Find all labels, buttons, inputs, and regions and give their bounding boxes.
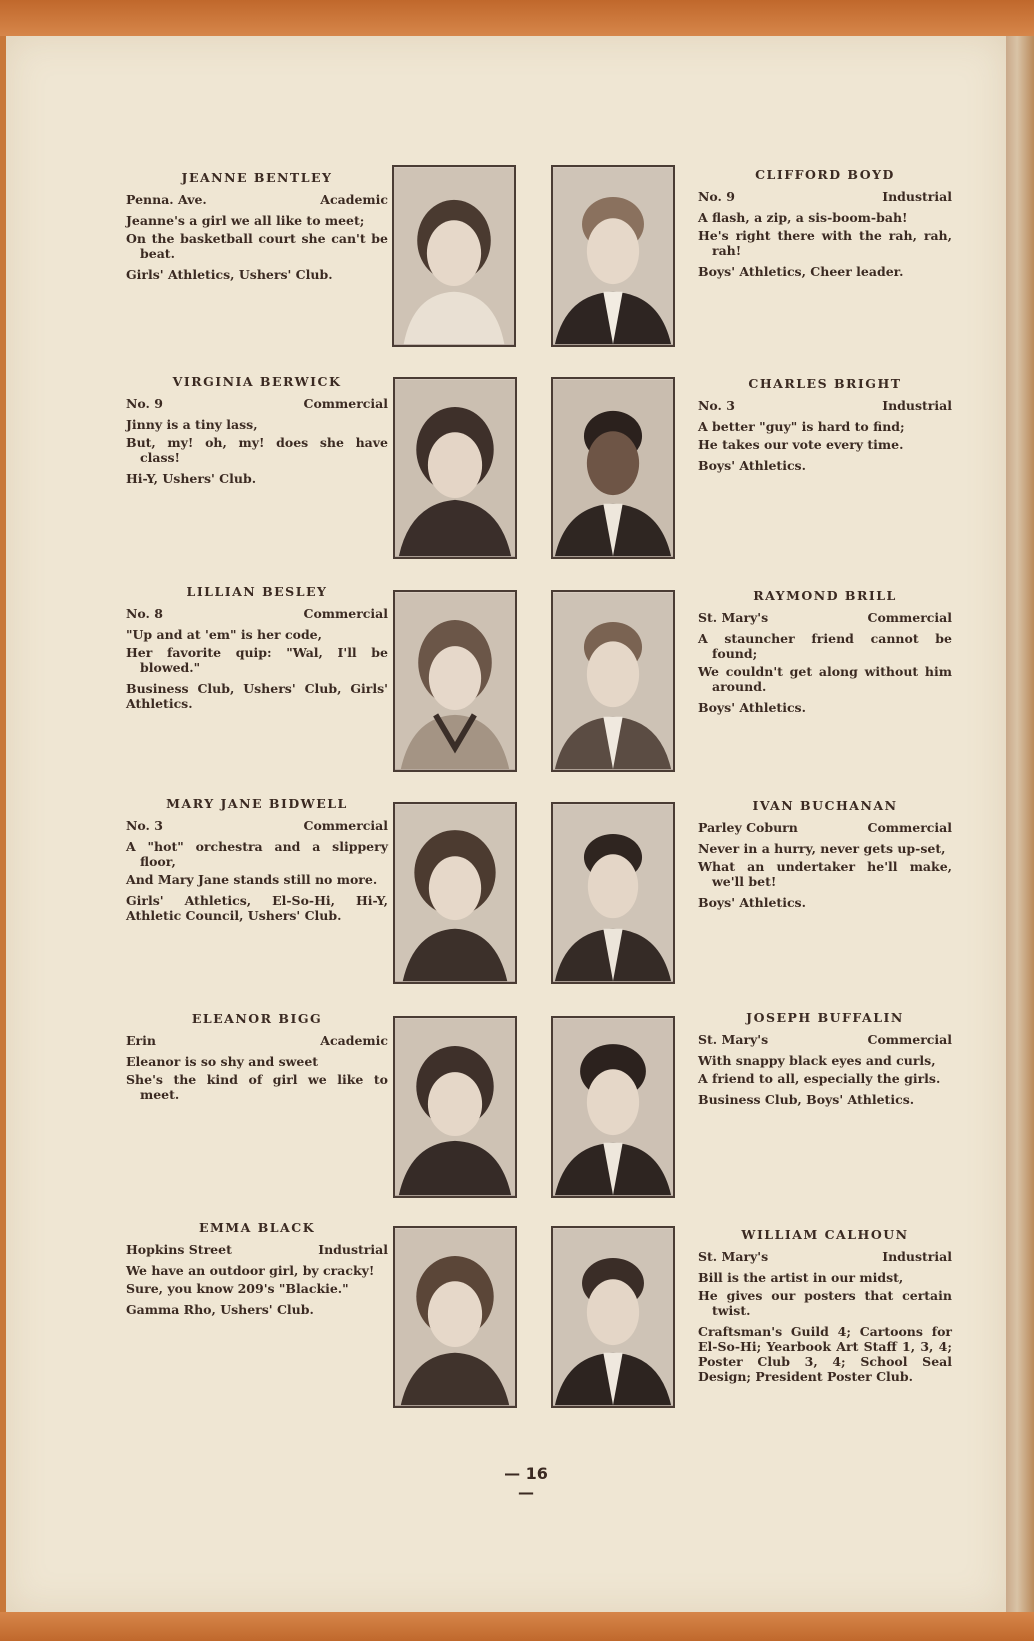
verse-line: A flash, a zip, a sis-boom-bah! [698, 210, 908, 225]
entry-raymond-brill [698, 588, 952, 715]
bottom-orange-band [0, 1612, 1034, 1641]
verse-line: Sure, you know 209's "Blackie." [126, 1281, 349, 1296]
student-course: Industrial [882, 189, 952, 204]
entry-jeanne-bentley [126, 170, 388, 282]
portrait-ivan-buchanan [551, 802, 675, 984]
verse-line: She's the kind of girl we like to meet. [126, 1072, 388, 1102]
student-name: EMMA BLACK [198, 1220, 316, 1235]
verse-line: A better "guy" is hard to find; [698, 419, 905, 434]
student-course: Commercial [303, 606, 388, 621]
portrait-clifford-boyd [551, 165, 675, 347]
entry-ivan-buchanan [698, 798, 952, 910]
student-name: IVAN BUCHANAN [752, 798, 898, 813]
entry-mary-jane-bidwell [126, 796, 388, 923]
page-edge [1006, 36, 1034, 1612]
student-address: Penna. Ave. [126, 192, 207, 207]
verse-line: With snappy black eyes and curls, [698, 1053, 936, 1068]
entry-lillian-besley [126, 584, 388, 711]
page-number: — 16 — [504, 1464, 548, 1502]
student-address: Erin [126, 1033, 156, 1048]
entry-virginia-berwick [126, 374, 388, 486]
student-course: Academic [320, 1033, 388, 1048]
student-address: St. Mary's [698, 1249, 769, 1264]
student-activities: Girls' Athletics, Ushers' Club. [126, 267, 333, 282]
verse-line: "Up and at 'em" is her code, [126, 627, 322, 642]
student-activities: Craftsman's Guild 4; Cartoons for El-So-Hi; Yearbook Art Staff 1, 3, 4; Poster Club 3, 4; School Seal Design; President Poster Club. [698, 1324, 952, 1384]
student-name: RAYMOND BRILL [753, 588, 897, 603]
portrait-emma-black [393, 1226, 517, 1408]
verse-line: Jinny is a tiny lass, [126, 417, 258, 432]
student-activities: Gamma Rho, Ushers' Club. [126, 1302, 314, 1317]
verse-line: Eleanor is so shy and sweet [126, 1054, 319, 1069]
portrait-charles-bright [551, 377, 675, 559]
portrait-mary-jane-bidwell [393, 802, 517, 984]
verse-line: He gives our posters that certain twist. [698, 1288, 952, 1318]
verse-line: What an undertaker he'll make, we'll bet! [698, 859, 952, 889]
verse-line: And Mary Jane stands still no more. [126, 872, 378, 887]
entry-joseph-buffalin [698, 1010, 952, 1107]
student-address: No. 8 [126, 606, 163, 621]
verse-line: Jeanne's a girl we all like to meet; [126, 213, 365, 228]
student-course: Industrial [318, 1242, 388, 1257]
entry-william-calhoun [698, 1227, 952, 1384]
entry-eleanor-bigg [126, 1011, 388, 1105]
verse-line: A "hot" orchestra and a slippery floor, [126, 839, 388, 869]
student-course: Commercial [303, 396, 388, 411]
entry-clifford-boyd [698, 167, 952, 279]
student-course: Academic [320, 192, 388, 207]
student-address: No. 9 [698, 189, 735, 204]
student-name: JOSEPH BUFFALIN [746, 1010, 904, 1025]
student-address: Parley Coburn [698, 820, 798, 835]
verse-line: Her favorite quip: "Wal, I'll be blowed." [126, 645, 388, 675]
student-address: St. Mary's [698, 610, 769, 625]
portrait-joseph-buffalin [551, 1016, 675, 1198]
student-name: MARY JANE BIDWELL [166, 796, 348, 811]
portrait-lillian-besley [393, 590, 517, 772]
student-address: No. 9 [126, 396, 163, 411]
student-address: No. 3 [698, 398, 735, 413]
verse-line: He takes our vote every time. [698, 437, 904, 452]
student-address: St. Mary's [698, 1032, 769, 1047]
student-activities: Boys' Athletics, Cheer leader. [698, 264, 904, 279]
student-name: WILLIAM CALHOUN [741, 1227, 909, 1242]
verse-line: We have an outdoor girl, by cracky! [126, 1263, 375, 1278]
portrait-jeanne-bentley [392, 165, 516, 347]
verse-line: But, my! oh, my! does she have class! [126, 435, 388, 465]
student-activities: Business Club, Ushers' Club, Girls' Athletics. [126, 681, 388, 711]
portrait-raymond-brill [551, 590, 675, 772]
entry-emma-black [126, 1220, 388, 1317]
student-address: No. 3 [126, 818, 163, 833]
verse-line: We couldn't get along without him around. [698, 664, 952, 694]
student-activities: Hi-Y, Ushers' Club. [126, 471, 257, 486]
student-name: CHARLES BRIGHT [748, 376, 902, 391]
student-activities: Boys' Athletics. [698, 895, 806, 910]
student-name: ELEANOR BIGG [191, 1011, 323, 1026]
portrait-william-calhoun [551, 1226, 675, 1408]
verse-line: Bill is the artist in our midst, [698, 1270, 904, 1285]
student-address: Hopkins Street [126, 1242, 232, 1257]
student-activities: Girls' Athletics, El-So-Hi, Hi-Y, Athletic Council, Ushers' Club. [126, 893, 388, 923]
verse-line: On the basketball court she can't be beat. [126, 231, 388, 261]
portrait-virginia-berwick [393, 377, 517, 559]
verse-line: A friend to all, especially the girls. [698, 1071, 941, 1086]
verse-line: Never in a hurry, never gets up-set, [698, 841, 946, 856]
student-name: CLIFFORD BOYD [755, 167, 895, 182]
student-activities: Boys' Athletics. [698, 700, 806, 715]
verse-line: He's right there with the rah, rah, rah! [698, 228, 952, 258]
student-course: Commercial [867, 820, 952, 835]
student-activities: Boys' Athletics. [698, 458, 806, 473]
student-name: LILLIAN BESLEY [186, 584, 328, 599]
student-course: Commercial [867, 1032, 952, 1047]
student-course: Industrial [882, 398, 952, 413]
entry-charles-bright [698, 376, 952, 473]
student-activities: Business Club, Boys' Athletics. [698, 1092, 915, 1107]
student-course: Commercial [867, 610, 952, 625]
student-name: JEANNE BENTLEY [181, 170, 333, 185]
student-name: VIRGINIA BERWICK [172, 374, 342, 389]
top-orange-band [0, 0, 1034, 36]
verse-line: A stauncher friend cannot be found; [698, 631, 952, 661]
student-course: Industrial [882, 1249, 952, 1264]
portrait-eleanor-bigg [393, 1016, 517, 1198]
student-course: Commercial [303, 818, 388, 833]
